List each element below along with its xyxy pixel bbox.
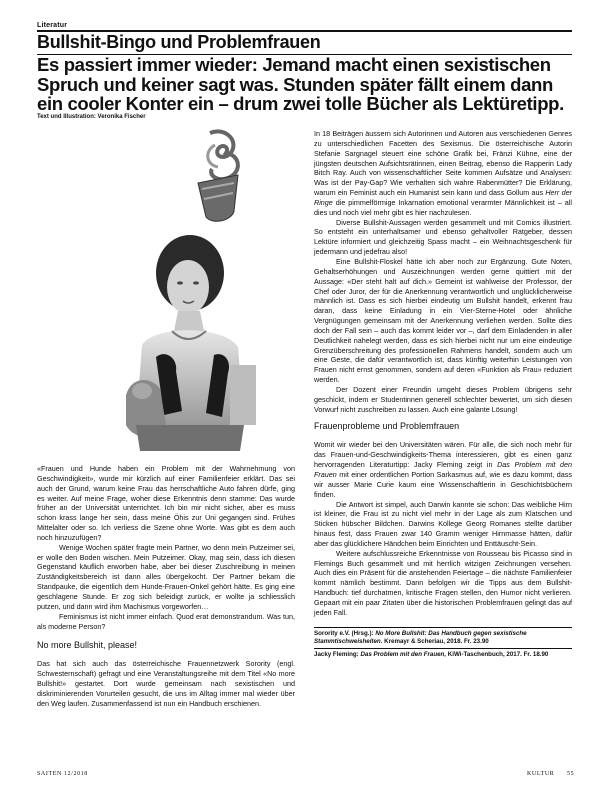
reference-title: Das Problem mit den Frauen, bbox=[360, 651, 447, 659]
right-paragraph-6: Die Antwort ist simpel, auch Darwin kannte sie schon: Das weibliche Hirn ist kleiner, die Frau ist zu nicht viel mehr in der Lage als zum Klatschen und Sticken hübscher Bildchen. Darwins Kollege Georg Romanes stellte darüber hinaus fest, dass Frauen zwar 140 Gramm weniger Hirnmasse hätten, dafür aber das glücklichere Händchen beim Einrichten und Enttäuscht-Sein. bbox=[314, 499, 572, 548]
left-paragraph-3: Feminismus ist nicht immer einfach. Quod erat demonstrandum. Was tun, als moderne Person? bbox=[37, 611, 295, 631]
right-paragraph-4: Der Dozent einer Freundin umgeht dieses Problem übrigens sehr geschickt, indem er Studentinnen generell schlechter bewertet, um sich diesen Vorwurf nicht zuschreiben zu lassen. Auch eine galante Lösung! bbox=[314, 384, 572, 414]
text-run: Jacky Fleming: bbox=[314, 651, 361, 659]
left-column bbox=[37, 464, 295, 709]
reference-title: No More Bullshit: Das Handbuch gegen sexistische Stammtischweisheiten. bbox=[314, 629, 527, 645]
right-paragraph-1 bbox=[314, 129, 572, 218]
section-label: Literatur bbox=[37, 22, 68, 29]
book-references bbox=[314, 627, 572, 662]
text-run: Kremayr & Scheriau, 2018. Fr. 23.90 bbox=[382, 637, 489, 645]
left-paragraph-4: Das hat sich auch das österreichische Frauennetzwerk Sorority (engl. Schwesternschaft) gefragt und eine Veranstaltungsreihe mit dem Titel «No more Bullshit!» gestartet. Dort wurde gemeinsam nach sexistischen und diskriminierenden Vorurteilen gesucht, die uns im Alltag immer mal wieder über den Weg laufen. Zusammenfassend ist nun ein Handbuch erschienen. bbox=[37, 659, 295, 708]
right-paragraph-3: Eine Bullshit-Floskel hätte ich aber noch zur Ergänzung. Gute Noten, Gehaltserhöhungen und Auszeichnungen werden gerne quittiert mit der Aussage: «Der steht halt auf dich.» Gemeint ist wahlweise der Professor, der Chef oder Juror, der für die Anerkennung verantwortlich und unglücklicherweise männlich ist. Dass es sich hierbei eindeutig um Bullshit handelt, erkennt frau daran, dass keine Einladung in ein Vier-Sterne-Hotel oder ähnliche Vergnügungen gemeinsam mit der Anerkennung verliehen werden. Sollte dies doch der Fall sein – auch das kommt leider vor –, darf dem Einladenden in aller Deutlichkeit nahelegt werden, dass es sich hierbei nicht nur um eine eindeutige Grenzüberschreitung des professionellen Rahmens handelt, sondern auch um eine Geste, die dafür verantwortlich ist, dass künftig weiterhin Leistungen von Frauen nicht ernst genommen, sondern auf deren «Funktion als Frau» reduziert werden. bbox=[314, 256, 572, 385]
subhead-frauenprobleme: Frauenprobleme und Problemfrauen bbox=[314, 421, 460, 432]
right-paragraph-2: Diverse Bullshit-Aussagen werden gesammelt und mit Comics illustriert. So entsteht ein unterhaltsamer und ebenso gehaltvoller Ratgeber, dessen Lektüre informiert und gleichzeitig Spass macht – ein Weihnachtsgeschenk für jedermann und jedefrau also! bbox=[314, 217, 572, 257]
left-paragraph-1: «Frauen und Hunde haben ein Problem mit der Wahrnehmung von Geschwindigkeit», wurde mir kürzlich auf einer Familienfeier erklärt. Das sei auch der Grund, warum keine Frau das herrschaftliche Auto fahren dürfe, ging es weiter. Auf meine Frage, woher diese Erkenntnis denn stamme: Das wurde früher an der Universität unterrichtet. Ich bin mir nicht sicher, aber es muss schon krass lange her sein, dass meine Öhis zur Uni gegangen sind. Frühes Mittelalter oder so. Ich verliess die Szene ohne Worte. Was gibt es dem auch noch hinzuzufügen? bbox=[37, 464, 295, 542]
right-paragraph-5 bbox=[314, 440, 572, 499]
footer-section-page: KULTUR 55 bbox=[527, 771, 575, 777]
article-credit: Text und Illustration: Veronika Fischer bbox=[37, 114, 146, 120]
book-title-emphasis: Herr der Ringe bbox=[314, 188, 572, 207]
article-title: Bullshit-Bingo und Problemfrauen bbox=[37, 32, 321, 52]
right-paragraph-7: Weitere aufschlussreiche Erkenntnisse von Rousseau bis Picasso sind in Flemings Buch gesammelt und mit herrlich witzigen Zeichnungen versehen. Auch dies ein Präsent für die anstehenden Feiertage – die nächste Familienfeier kommt nämlich bestimmt. Dann befolgen wir die Tipps aus dem Bullshit-Handbuch: tief durchatmen, kritische Fragen stellen, den Humor nicht verlieren. Gepaart mit ein paar Zitaten über die historischen Problemfrauen gelingt das auf jeden Fall. bbox=[314, 548, 572, 617]
text-run: Womit wir wieder bei den Universitäten wären. Für alle, die sich noch mehr für das Frauen-und-Geschwindigkeits-Thema interessieren, gibt es einen ganz hervorragenden Literaturtipp: Jacky Fleming zeigt in bbox=[314, 440, 572, 470]
left-paragraph-2: Wenige Wochen später fragte mein Partner, wo denn mein Putzeimer sei, er wolle den Boden wischen. Mein Putzeimer. Okay, mag sein, dass ich diesen Gegenstand käuflich erworben habe, aber bei dieser Zuschreibung in meinen Zuständigkeitsbereich ist dann alles übergekocht. Der Partner bekam die Standpauke, die eigentlich dem Hunde-Frauen-Onkel gehört hätte. Es ging eine geschlagene Stunde. Er zog sich beleidigt zurück, er wollte ja schliesslich putzen, und dann wird ihm Machismus vorgeworfen… bbox=[37, 542, 295, 611]
reference-2 bbox=[314, 649, 572, 661]
text-run: In 18 Beiträgen äussern sich Autorinnen und Autoren aus verschiedenen Genres zu unterschiedlichen Facetten des Sexismus. Die österreichische Autorin Stefanie Sargnagel steuert eine schöne Grafik bei, Fränzi Kühne, eine der jüngsten deutschen Aufsichtsrätinnen, einen Beitrag, ebenso die Rapperin Lady Bitch Ray. Auch von wissenschaftlicher Seite kommen Aufsätze und Analysen: Was ist der Pay-Gap? Wie verhalten sich wahre Rabenmütter? Die Erklärung, warum ein Feminist auch ein Humanist sein kann und dass Gollum aus bbox=[314, 129, 572, 198]
article-deck: Es passiert immer wieder: Jemand macht einen sexistischen Spruch und keiner sagt was. Stunden später fällt einem dann ein cooler Konter ein – drum zwei tolle Bücher als Lektüretipp. bbox=[37, 54, 564, 114]
book-title-emphasis: Das Problem mit den Frauen bbox=[314, 460, 572, 479]
collage-woman-with-gloves-illustration bbox=[120, 125, 285, 455]
text-run: die pimmelförmige Inkarnation emotional verarmter Männlichkeit ist – all dies und noch viel mehr gibt es hier nachzulesen. bbox=[314, 197, 572, 217]
right-column bbox=[314, 129, 572, 662]
text-run: mit einer ordentlichen Portion Sarkasmus auf, wie es dazu kommt, dass wir ausser Marie Curie kaum eine Wissenschaftlerin in Geschichtsbüchern finden. bbox=[314, 470, 572, 499]
subhead-no-more-bullshit: No more Bullshit, please! bbox=[37, 640, 138, 651]
reference-1 bbox=[314, 628, 572, 649]
text-run: Sorority e.V. (Hrsg.): bbox=[314, 629, 376, 637]
text-run: KiWi-Taschenbuch, 2017. Fr. 18.90 bbox=[446, 651, 549, 659]
footer-issue: SAITEN 12/2018 bbox=[37, 771, 88, 777]
